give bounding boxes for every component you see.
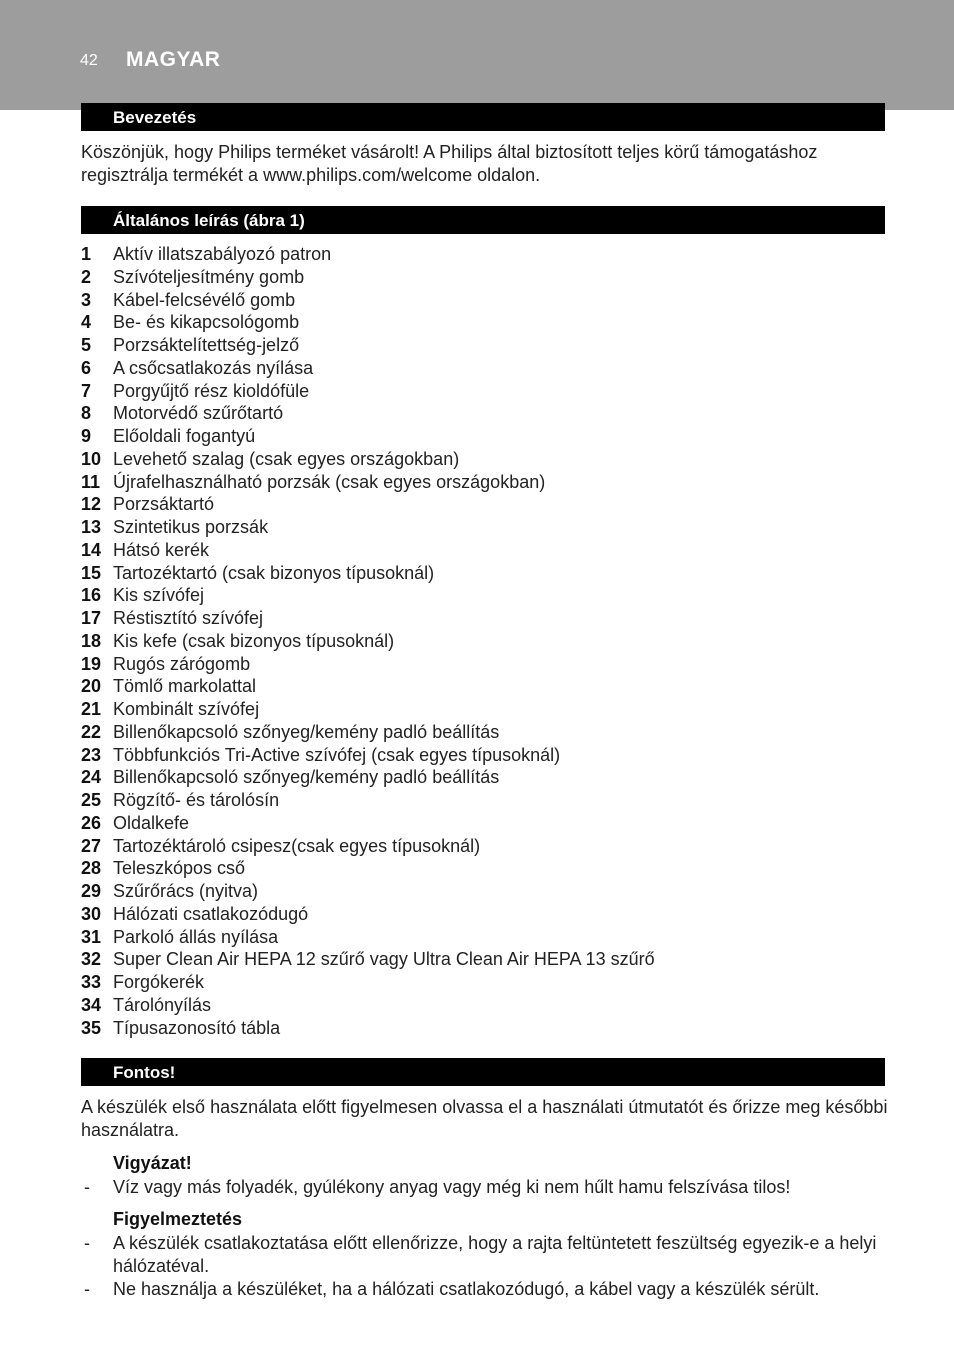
warning-heading: Figyelmeztetés [113, 1209, 243, 1229]
item-number: 28 [81, 858, 102, 879]
parts-list-item [81, 789, 901, 812]
parts-list-item [81, 493, 901, 516]
item-label: Többfunkciós Tri-Active szívófej (csak egyes típusoknál) [113, 744, 561, 765]
item-number: 12 [81, 494, 102, 515]
parts-list-item [81, 948, 901, 971]
parts-list-item [81, 971, 901, 994]
item-number: 19 [81, 653, 102, 674]
item-number: 2 [81, 266, 92, 287]
item-number: 15 [81, 562, 102, 583]
parts-list-item [81, 675, 901, 698]
intro-paragraph: Köszönjük, hogy Philips terméket vásárolt! A Philips által biztosított teljes körű támogatáshoz regisztrálja termékét a www.philips.com/welcome oldalon. [81, 142, 818, 185]
parts-list-item [81, 926, 901, 949]
item-label: Super Clean Air HEPA 12 szűrő vagy Ultra Clean Air HEPA 13 szűrő [113, 949, 655, 970]
item-number: 4 [81, 312, 92, 333]
item-label: Billenőkapcsoló szőnyeg/kemény padló beállítás [113, 721, 500, 742]
item-label: Hálózati csatlakozódugó [113, 903, 309, 924]
item-number: 17 [81, 608, 102, 628]
caution-text: Víz vagy más folyadék, gyúlékony anyag vagy még ki nem hűlt hamu felszívása tilos! [113, 1177, 791, 1197]
item-label: Szívóteljesítmény gomb [113, 266, 305, 287]
parts-list-item [81, 630, 901, 653]
item-number: 11 [81, 471, 101, 492]
item-label: Újrafelhasználható porzsák (csak egyes országokban) [113, 471, 546, 492]
parts-list-item [81, 721, 901, 744]
parts-list-item [81, 380, 901, 403]
parts-list-item [81, 607, 901, 630]
parts-list-item [81, 448, 901, 471]
item-label: Be- és kikapcsológomb [113, 312, 300, 333]
item-number: 13 [81, 517, 102, 537]
item-number: 20 [81, 676, 102, 697]
item-label: Kábel-felcsévélő gomb [113, 289, 296, 310]
item-label: Hátsó kerék [113, 539, 210, 560]
item-label: Levehető szalag (csak egyes országokban) [113, 448, 460, 469]
parts-list-item [81, 471, 901, 494]
item-number: 18 [81, 630, 102, 651]
item-label: Előoldali fogantyú [113, 426, 256, 446]
parts-list-item [81, 562, 901, 585]
parts-list-item [81, 880, 901, 903]
caution-item [81, 1176, 891, 1199]
item-label: Tárolónyílás [113, 994, 212, 1015]
item-label: Tömlő markolattal [113, 676, 257, 697]
item-label: Rögzítő- és tárolósín [113, 790, 280, 810]
item-number: 10 [81, 448, 102, 469]
item-number: 22 [81, 721, 102, 742]
item-number: 5 [81, 335, 92, 355]
item-label: Motorvédő szűrőtartó [113, 403, 284, 424]
item-label: A csőcsatlakozás nyílása [113, 357, 314, 378]
parts-list-item [81, 766, 901, 789]
parts-list-item [81, 425, 901, 448]
item-label: Szűrőrács (nyitva) [113, 881, 259, 901]
parts-list [81, 243, 901, 1039]
item-label: Forgókerék [113, 972, 205, 992]
warning-item [81, 1232, 891, 1277]
item-label: Kis szívófej [113, 585, 205, 606]
item-number: 9 [81, 426, 92, 446]
warning-text: A készülék csatlakoztatása előtt ellenőrizze, hogy a rajta feltüntetett feszültség egyezik-e a helyi hálózatéval. [113, 1233, 877, 1276]
parts-list-item [81, 1017, 901, 1040]
item-label: Porgyűjtő rész kioldófüle [113, 380, 310, 401]
parts-list-item [81, 903, 901, 926]
item-number: 34 [81, 994, 102, 1015]
item-number: 33 [81, 972, 102, 992]
item-number: 8 [81, 403, 92, 424]
item-label: Oldalkefe [113, 812, 190, 833]
item-label: Szintetikus porzsák [113, 517, 269, 537]
item-number: 26 [81, 812, 102, 833]
item-label: Tartozéktároló csipesz(csak egyes típusoknál) [113, 835, 481, 856]
item-label: Típusazonosító tábla [113, 1017, 281, 1038]
important-paragraph: A készülék első használata előtt figyelmesen olvassa el a használati útmutatót és őrizze meg későbbi használatra. [81, 1097, 888, 1140]
item-label: Kombinált szívófej [113, 699, 260, 719]
parts-list-item [81, 857, 901, 880]
item-label: Porzsáktartó [113, 494, 215, 515]
language-title: MAGYAR [126, 48, 221, 71]
parts-list-item [81, 266, 901, 289]
parts-list-item [81, 311, 901, 334]
item-label: Billenőkapcsoló szőnyeg/kemény padló beállítás [113, 767, 500, 788]
bullet-dash: - [84, 1177, 90, 1197]
parts-list-item [81, 653, 901, 676]
parts-list-item [81, 698, 901, 721]
parts-list-item [81, 584, 901, 607]
warning-text: Ne használja a készüléket, ha a hálózati csatlakozódugó, a kábel vagy a készülék sérült. [113, 1279, 820, 1299]
item-number: 14 [81, 539, 102, 560]
item-label: Porzsáktelítettség-jelző [113, 335, 300, 355]
item-number: 6 [81, 357, 92, 378]
item-number: 31 [81, 926, 102, 947]
item-number: 7 [81, 380, 92, 401]
item-number: 25 [81, 790, 102, 810]
parts-list-item [81, 539, 901, 562]
parts-list-item [81, 994, 901, 1017]
item-label: Rugós zárógomb [113, 653, 251, 674]
parts-list-item [81, 357, 901, 380]
item-number: 3 [81, 289, 92, 310]
parts-list-item [81, 744, 901, 767]
item-label: Parkoló állás nyílása [113, 926, 279, 947]
bullet-dash: - [84, 1233, 90, 1253]
item-number: 32 [81, 949, 102, 970]
item-number: 23 [81, 744, 102, 765]
caution-heading: Vigyázat! [113, 1153, 192, 1173]
section-heading-general: Általános leírás (ábra 1) [81, 206, 885, 234]
parts-list-item [81, 243, 901, 266]
parts-list-item [81, 835, 901, 858]
item-number: 16 [81, 585, 102, 606]
parts-list-item [81, 334, 901, 357]
item-label: Kis kefe (csak bizonyos típusoknál) [113, 630, 395, 651]
item-number: 21 [81, 699, 102, 719]
item-number: 27 [81, 835, 102, 856]
item-number: 1 [81, 244, 92, 264]
bullet-dash: - [84, 1279, 90, 1299]
item-number: 30 [81, 903, 102, 924]
section-heading-important: Fontos! [81, 1058, 885, 1086]
item-label: Aktív illatszabályozó patron [113, 244, 332, 264]
parts-list-item [81, 402, 901, 425]
header-band [0, 0, 954, 110]
section-heading-intro: Bevezetés [81, 103, 885, 131]
item-number: 35 [81, 1017, 102, 1038]
page-number: 42 [80, 52, 98, 69]
item-number: 24 [81, 767, 102, 788]
item-label: Tartozéktartó (csak bizonyos típusoknál) [113, 562, 435, 583]
parts-list-item [81, 289, 901, 312]
item-number: 29 [81, 881, 102, 901]
parts-list-item [81, 812, 901, 835]
parts-list-item [81, 516, 901, 539]
warning-item [81, 1278, 891, 1301]
item-label: Réstisztító szívófej [113, 608, 264, 628]
item-label: Teleszkópos cső [113, 858, 246, 879]
